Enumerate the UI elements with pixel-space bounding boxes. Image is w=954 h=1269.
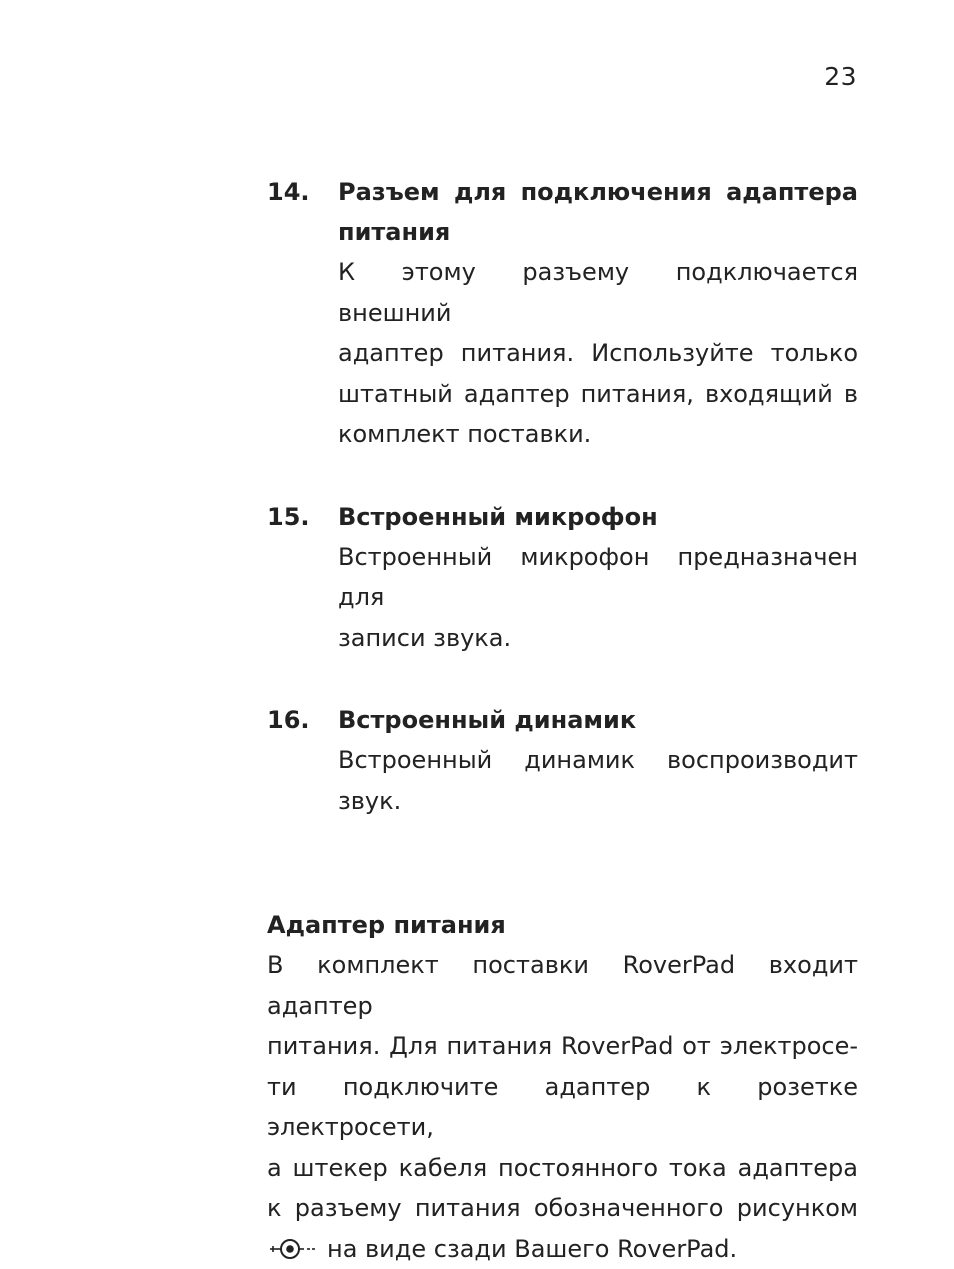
item-text-line: записи звука. xyxy=(338,618,858,659)
item-text-line: Встроенный динамик воспроизводит xyxy=(338,740,858,781)
page-number: 23 xyxy=(824,62,857,91)
item-title xyxy=(338,700,858,740)
item-number: 14. xyxy=(267,172,310,212)
item-title xyxy=(338,172,858,252)
dc-polarity-icon xyxy=(267,1237,317,1261)
item-text-line: К этому разъему подключается внешний xyxy=(338,252,858,333)
list-item-15 xyxy=(267,497,858,659)
section-text-line: питания. Для питания RoverPad от электросе- xyxy=(267,1026,858,1067)
item-description xyxy=(338,740,858,821)
section-text xyxy=(267,945,858,1269)
item-text-line: комплект поставки. xyxy=(338,414,858,455)
item-text-line: адаптер питания. Используйте только xyxy=(338,333,858,374)
section-text-line: а штекер кабеля постоянного тока адаптера xyxy=(267,1148,858,1189)
item-text-line: штатный адаптер питания, входящий в xyxy=(338,374,858,415)
item-description xyxy=(338,252,858,455)
item-description xyxy=(338,537,858,659)
item-number: 16. xyxy=(267,700,310,740)
section-title: Адаптер питания xyxy=(267,905,858,945)
section-text-line-with-icon xyxy=(267,1229,858,1269)
item-title-line: питания xyxy=(338,212,858,252)
item-title-line: Встроенный динамик xyxy=(338,700,858,740)
list-item-14 xyxy=(267,172,858,455)
item-text-line: звук. xyxy=(338,781,858,822)
item-number: 15. xyxy=(267,497,310,537)
section-text-line: ти подключите адаптер к розетке электросети, xyxy=(267,1067,858,1148)
item-title-line: Разъем для подключения адаптера xyxy=(338,172,858,212)
power-adapter-section xyxy=(267,905,858,1269)
section-text-line: к разъему питания обозначенного рисунком xyxy=(267,1188,858,1229)
section-text-line: В комплект поставки RoverPad входит адаптер xyxy=(267,945,858,1026)
item-text-line: Встроенный микрофон предназначен для xyxy=(338,537,858,618)
item-title-line: Встроенный микрофон xyxy=(338,497,858,537)
list-item-16 xyxy=(267,700,858,821)
section-text-line-content: на виде сзади Вашего RoverPad. xyxy=(327,1235,737,1263)
page-content xyxy=(267,172,858,1269)
item-title xyxy=(338,497,858,537)
